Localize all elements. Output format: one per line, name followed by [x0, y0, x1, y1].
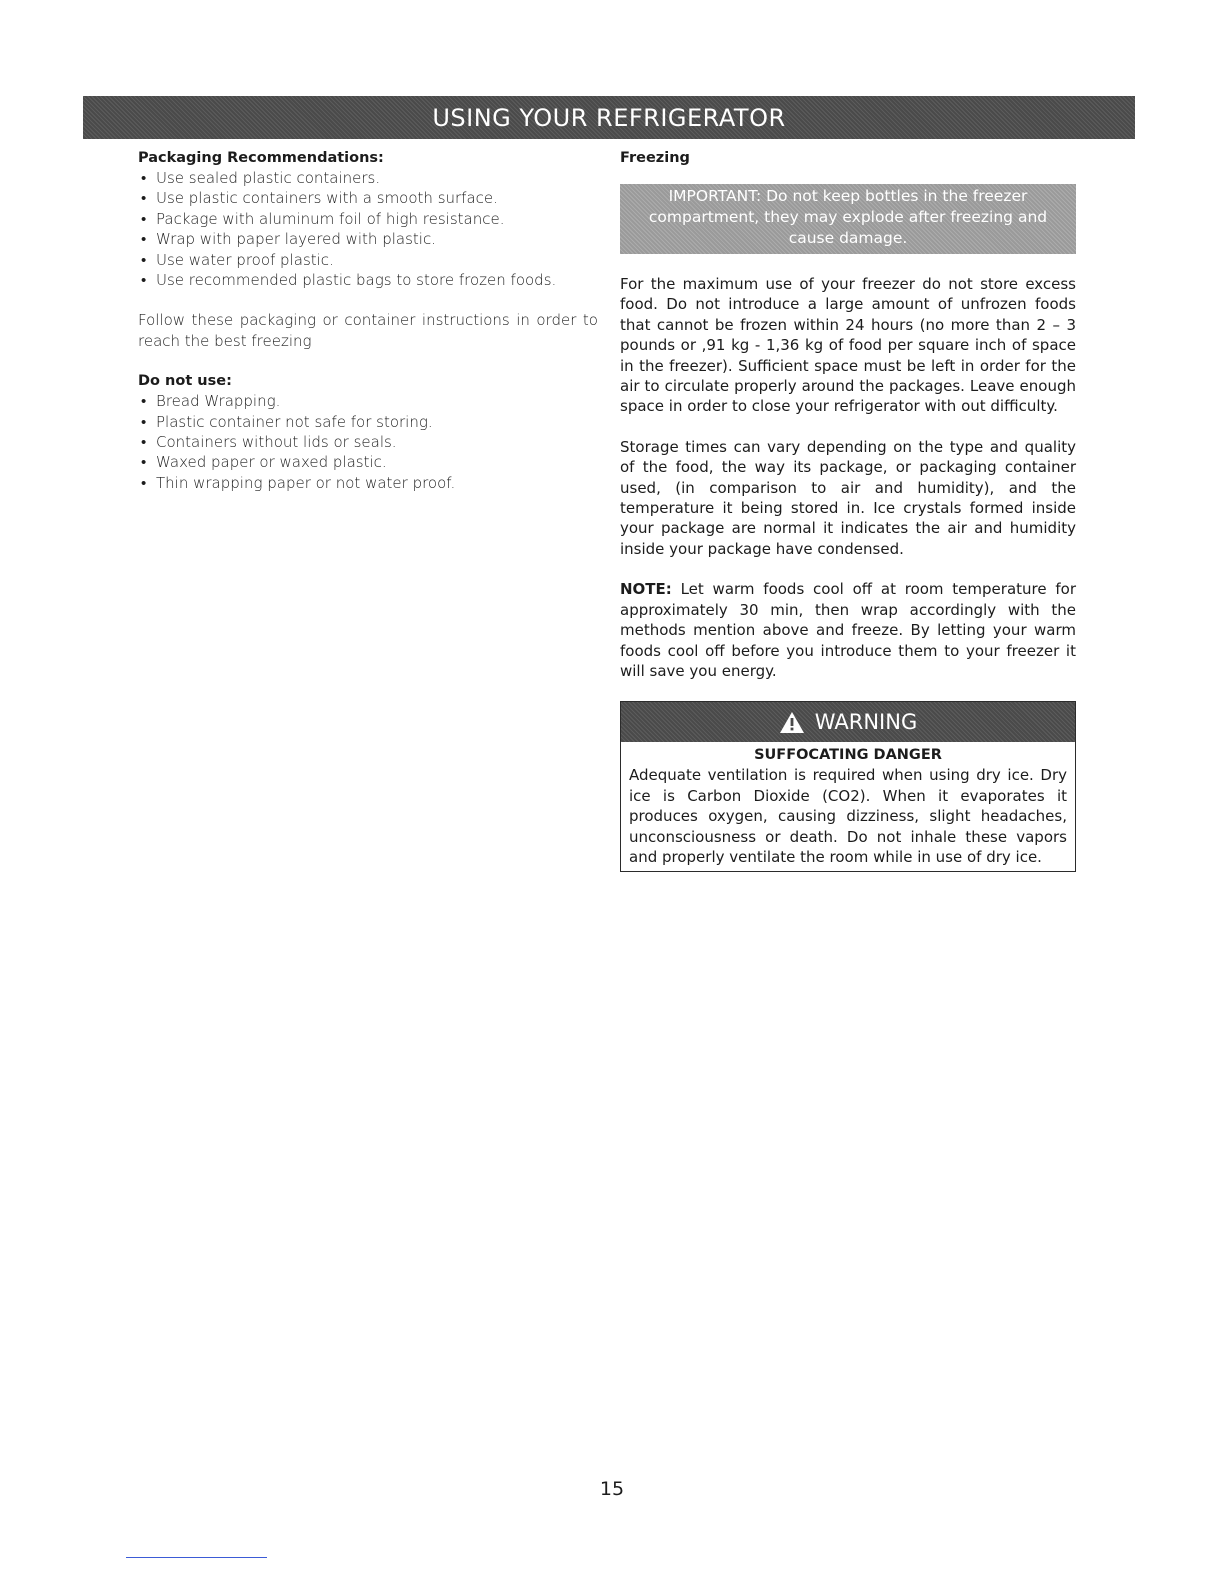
freezing-paragraph-1: For the maximum use of your freezer do not store excess food. Do not introduce a large amount of unfrozen foods that cannot be frozen within 24 hours (no more than 2 – 3 pounds or ,91 kg - 1,36 kg of food per square inch of space in the freezer). Sufficient space must be left in order for the air to circulate properly around the packages. Leave enough space in order to close your refrigerator with out difficulty.: [620, 275, 1076, 416]
note-text: Let warm foods cool off at room temperature for approximately 30 min, then wrap accordingly with the methods mention above and freeze. By letting your warm foods cool off before you introduce them to your freezer it will save you energy.: [620, 580, 1076, 680]
list-item: • Use water proof plastic.: [138, 250, 598, 270]
warning-triangle-icon: [779, 711, 805, 734]
section-banner: [83, 96, 1135, 139]
warning-subtitle: SUFFOCATING DANGER: [754, 747, 942, 764]
warning-header: [621, 702, 1075, 742]
note-paragraph: [620, 579, 1076, 681]
important-notice: IMPORTANT: Do not keep bottles in the freezer compartment, they may explode after freezing and cause damage.: [620, 184, 1076, 254]
list-item: • Use plastic containers with a smooth surface.: [138, 188, 598, 208]
list-item: • Wrap with paper layered with plastic.: [138, 229, 598, 249]
section-title: USING YOUR REFRIGERATOR: [432, 103, 786, 132]
page-number: 15: [599, 1478, 625, 1500]
list-item: • Containers without lids or seals.: [138, 432, 598, 452]
footer-rule: [126, 1557, 267, 1558]
list-item: • Package with aluminum foil of high resistance.: [138, 209, 598, 229]
donot-list: [138, 391, 598, 493]
packaging-heading: Packaging Recommendations:: [138, 150, 384, 166]
left-column: [138, 148, 598, 493]
list-item: • Waxed paper or waxed plastic.: [138, 452, 598, 472]
list-item: • Thin wrapping paper or not water proof.: [138, 473, 598, 493]
note-label: NOTE:: [620, 580, 672, 599]
packaging-note: Follow these packaging or container instructions in order to reach the best freezing: [138, 311, 598, 350]
list-item: • Plastic container not safe for storing.: [138, 412, 598, 432]
list-item: • Use sealed plastic containers.: [138, 168, 598, 188]
warning-title: WARNING: [814, 710, 918, 735]
freezing-paragraph-2: Storage times can vary depending on the type and quality of the food, the way its package, or packaging container used, (in comparison to air and humidity), and the temperature it being stored in. Ice crystals formed inside your package are normal it indicates the air and humidity inside your package have condensed.: [620, 437, 1076, 558]
freezing-heading: Freezing: [620, 150, 690, 166]
packaging-list: [138, 168, 598, 290]
list-item: • Bread Wrapping.: [138, 391, 598, 411]
warning-body: [621, 742, 1075, 871]
warning-box: [620, 701, 1076, 872]
donot-heading: Do not use:: [138, 373, 232, 390]
list-item: • Use recommended plastic bags to store frozen foods.: [138, 270, 598, 290]
warning-text: Adequate ventilation is required when using dry ice. Dry ice is Carbon Dioxide (CO2). When it evaporates it produces oxygen, causing dizziness, slight headaches, unconsciousness or death. Do not inhale these vapors and properly ventilate the room while in use of dry ice.: [629, 766, 1067, 866]
right-column: [620, 148, 1076, 872]
